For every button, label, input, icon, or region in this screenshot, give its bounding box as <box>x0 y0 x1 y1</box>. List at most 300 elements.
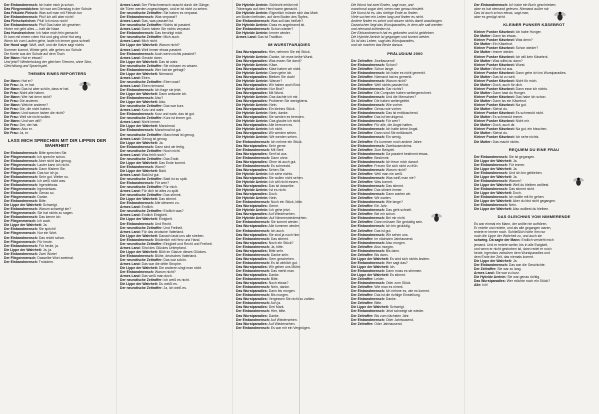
speaker-name: Der Einbandmensch: <box>120 201 154 206</box>
text-line: Das Wurstparadies: Gern geschehen. <box>236 256 295 261</box>
speaker-name: Die Hybride Aerinin: <box>236 171 269 176</box>
speaker-name: Der Zeitraffer: <box>351 252 374 257</box>
text-line: Der Zeitraffer: Bis dann. <box>351 252 389 257</box>
speaker-name: Der Einbandmensch: <box>351 111 385 116</box>
speaker-name: Armes Land: <box>120 136 141 141</box>
text-line: Das Wurstparadies: Drei Mark. <box>236 305 285 310</box>
speaker-name: Der Einbandmensch: <box>236 147 270 152</box>
speaker-name: Der neurotische Zeitraffer: <box>120 278 163 283</box>
text-line: Der Einbandmensch: Ja, bitte. <box>236 244 284 249</box>
speaker-name: Das Wurstparadies: <box>236 131 268 136</box>
speaker-name: Armes Land: <box>120 47 141 52</box>
speaker-name: Der Einbandmensch: <box>351 208 385 213</box>
speaker-name: Der Zeitraffer: <box>351 90 374 95</box>
speaker-name: Die Lippe der Wahrheit: <box>474 182 512 187</box>
text-line: Armes Land: Eben. <box>120 75 151 80</box>
speaker-name: Der Zeitraffer: <box>351 236 374 241</box>
speaker-name: Der Einbandmensch: <box>4 191 38 196</box>
text-line: Die Hybride Aerinin: Käse. <box>236 62 279 67</box>
text-line: Der Fliegenmensch: Danke. <box>4 195 49 200</box>
text-line: Die Lippe der Wahrheit: Das ist wahr. <box>120 59 179 64</box>
text-column-5 <box>474 3 594 411</box>
speaker-name: Der neurotische Zeitraffer: <box>120 209 163 214</box>
text-line: Der Einbandmensch: Und Recht. <box>120 221 172 226</box>
speaker-name: Kleiner Punker Käsebrot: <box>474 135 515 140</box>
speaker-name: Armes Land: <box>120 120 141 125</box>
text-line: Hinter mir geht alles — halt die Nase <box>4 27 60 32</box>
text-line: Die Lippe der Wahrheit: Ich. <box>351 264 396 269</box>
fly-icon <box>553 10 567 22</box>
speaker-name: Die Lippe der Wahrheit: <box>4 223 42 228</box>
text-line: Der Einbandmensch: Das kenne ich. <box>4 215 62 220</box>
speaker-name: Kleiner Punker Käsebrot: <box>474 54 515 59</box>
text-line: Die Hybride Aerinin: Schlecht erhitzt mit <box>236 3 299 7</box>
text-line: Der Mann: Welche anderen? <box>4 103 49 108</box>
speaker-name: Der Einbandmensch: <box>474 154 508 159</box>
text-line: Armes Land: Weil immer etwas passiert. <box>120 47 183 52</box>
text-line: Die Lippe der Wahrheit: Das Ende kommt. <box>120 160 186 165</box>
text-line: Der Einbandmensch: Sie kommt wieder. <box>236 220 299 225</box>
text-line: Der Fliegenmensch: Sie hat nichts zu sagen. <box>4 211 74 216</box>
speaker-name: Armes Land: <box>120 3 141 7</box>
text-line: Die Lippe der Wahrheit: Es stimmt. <box>351 273 406 278</box>
text-line: die Türen werden zugeschlagen, und er ist nicht zu sehen. <box>120 7 208 12</box>
speaker-name: Der Einbandmensch: <box>236 200 270 205</box>
text-line: Der Einbandmensch: Aber nicht laut genug. <box>4 158 72 163</box>
speaker-name: Der Einbandmensch: <box>351 70 385 75</box>
text-line: Der Zeitraffer: Wie man es nimmt. <box>351 285 404 290</box>
text-line: Das Wurstparadies: Was essen Sie dann? <box>236 58 302 63</box>
text-line: Das Wurstparadies: Danke. <box>236 273 280 278</box>
text-line: Der Zeitraffer: Ein Jahr. <box>351 204 388 209</box>
text-line: Der Zeitraffer: Das stimmt immer. <box>351 188 403 193</box>
text-line: Der Fliegenmensch: Für heute. <box>4 239 53 244</box>
text-line: Der Einbandmensch: Pfui! Ich will aber nicht! <box>4 15 74 20</box>
text-line: Der Zeitraffer: Für alle, die Angst hatten. <box>351 123 413 128</box>
speaker-name: Der Einbandmensch: <box>4 227 38 232</box>
text-line: Der Zeitraffer: Niemand hat es gemerkt. <box>351 74 413 79</box>
speaker-name: Der Zeitraffer: <box>351 171 374 176</box>
speaker-name: Der Einbandmensch: <box>236 285 270 290</box>
text-line: Der Einbandmensch: Ein wenig. <box>351 135 402 140</box>
speaker-name: Die Hybride Aerinin: <box>236 135 269 140</box>
speaker-name: Kleiner Punker Käsebrot: <box>474 111 515 116</box>
speaker-name: Der Einbandmensch: <box>236 220 270 225</box>
text-line: Der neurotische Zeitraffer: Noch nicht. <box>120 148 181 153</box>
text-line: Das Wurstparadies: Sie werden es bereuen. <box>236 115 305 120</box>
text-line: Das Wurstparadies: Hier, nehmen Sie ein Stück. <box>236 50 311 55</box>
text-line: Der Einbandmensch: Warum nicht? <box>351 167 407 172</box>
text-line: Die Hybride Aerinin: Nein. <box>236 103 278 108</box>
text-line: Die Mutter: Doch, auch für dich. <box>474 82 523 87</box>
text-line: Die Lippe der Wahrheit: Bald. <box>120 168 167 173</box>
speaker-name: Der Einbandmensch: <box>351 260 385 265</box>
text-line: Der Einbandmensch: Ich habe es nicht gemerkt. <box>351 70 426 75</box>
text-line: Das Wurstparadies: Noch etwas? <box>236 281 289 286</box>
text-line: Der neurotische Zeitraffer: Nichts ist passiert. <box>120 23 192 28</box>
speaker-name: Der Zeitraffer: <box>351 99 374 104</box>
dialogue-block <box>4 3 110 60</box>
text-line: Der Einbandmensch: Dann flüstern Sie. <box>4 166 66 171</box>
speaker-name: Der Einbandmensch: <box>120 164 154 169</box>
intro-paragraph <box>474 3 594 19</box>
text-line: Armes Land: Bald ist gut. <box>120 172 160 177</box>
text-line: Kleiner Punker Käsebrot: Das habe ich schon. <box>474 94 547 99</box>
speaker-name: Der neurotische Zeitraffer: <box>120 156 163 161</box>
text-line: Der Einbandmensch: Das ist enttäuschend. <box>351 111 419 116</box>
speaker-name: Der Zeitraffer: <box>474 266 497 271</box>
section-heading: IM WURSTPARADIES <box>267 42 311 48</box>
text-line: Der Einbandmensch: Es ist wirklich gut. <box>236 260 298 265</box>
speaker-name: Die Hybride Aerinin: <box>236 86 269 91</box>
text-line: Der Zeitraffer: Das ist die richtige Einstellung. <box>351 293 421 298</box>
speaker-name: Das Wurstparadies: <box>236 321 268 326</box>
text-line: Die Lippe der Wahrheit: Schweigt. <box>351 305 405 310</box>
text-line: Das Wurstparadies: Vergessen Sie nicht zu zahlen. <box>236 297 316 302</box>
text-line: Armes Land: Genug ist genug. <box>120 136 168 141</box>
text-line: Der Zeitraffer: Zweitausend! <box>351 58 395 63</box>
speaker-name: Das Wurstparadies: <box>236 175 268 180</box>
text-line: Die Knete aus der Schule auf dem Tisch <box>4 51 65 56</box>
speaker-name: Kleiner Punker Käsebrot: <box>474 103 515 108</box>
speaker-name: Kleiner Punker Käsebrot: <box>474 127 515 132</box>
speaker-name: Der Einbandmensch: <box>474 178 508 183</box>
text-line: Die Kunst ist es, das richtige Ende zu finden. <box>351 11 419 16</box>
text-line: Armes Land: Was fehlt noch? <box>120 152 166 157</box>
speaker-name: Das Fleischzeichen: <box>4 19 37 24</box>
speaker-name: Der Zeitraffer: <box>351 147 374 152</box>
text-line: Die Mutter: Das macht nichts. <box>474 139 520 144</box>
speaker-name: Der Zeitraffer: <box>351 74 374 79</box>
speaker-name: Der Einbandmensch: <box>120 221 154 226</box>
text-line: Der Zeitraffer: Bestimmt. <box>351 155 390 160</box>
section-heading: DAS GLEICHNIS VOM NIMMERENDE <box>497 214 571 220</box>
text-line: Der Einbandmensch: Bitte. <box>4 199 47 204</box>
text-line: Das Wurstparadies: Wir haben auch Brot. <box>236 82 301 87</box>
text-line: Der Zeitraffer: Die haben weitergelebt. <box>351 99 410 104</box>
speaker-name: Die Mutter: <box>474 42 492 47</box>
speaker-name: Der Einbandmensch: <box>120 15 154 20</box>
speaker-name: Der Einbandmensch: <box>351 151 385 156</box>
text-line: Die Hybride Aerinin: Ich will nicht essen. <box>236 179 299 184</box>
text-line: Kleiner Punker Käsebrot: Nicht für mich. <box>474 78 538 83</box>
text-line: Das ist auch schon etwas, sagt man, <box>474 11 530 16</box>
speaker-name: Die Hybride Aerinin: <box>236 11 269 16</box>
speaker-name: Der Einbandmensch: <box>474 195 508 200</box>
speaker-name: Die Frau: <box>4 99 19 104</box>
speaker-name: Die Hybride Aerinin: <box>236 119 269 124</box>
speaker-name: Der Einbandmensch: <box>120 87 154 92</box>
text-line: Der Einbandmensch: Das reicht schon. <box>4 235 66 240</box>
speaker-name: Die Hybride Aerinin: <box>236 111 269 116</box>
text-line: Der Zeitraffer: Schon lange. <box>351 66 395 71</box>
speaker-name: Der Mann: <box>4 111 21 116</box>
speaker-name: Der Einbandmensch: <box>351 269 385 273</box>
text-line: Der Einbandmensch: Da passiert bestimmt etwas. <box>351 151 429 156</box>
text-line: Das Wurstparadies: Dann bis morgen. <box>236 289 296 294</box>
text-line: Die Frau: Ja, er hat. <box>4 82 35 87</box>
text-line: Die Hybride Aerinin: Ich nicht. <box>236 127 283 132</box>
text-line: Das Wurstparadies: Sehr gerne. <box>236 143 287 148</box>
speaker-name: Der Einbandmensch: <box>236 27 270 32</box>
speaker-name: Der Einbandmensch: <box>351 135 385 140</box>
text-line: Armes Land: Sind des Glückes Unterpfand. <box>120 245 187 250</box>
speaker-name: Der Fliegenmensch: <box>4 219 37 224</box>
text-line: Der Einbandmensch: Das beruhigt mich. <box>120 31 184 36</box>
text-line: Kleiner Punker Käsebrot: Dann esse ich nichts. <box>474 86 548 91</box>
section-heading: PRÄLUDIUM 2000 <box>387 50 423 56</box>
speaker-name: Die Hybride Aerinin: <box>236 188 269 193</box>
speaker-name: Der Einbandmensch: <box>351 216 385 221</box>
speaker-name: Armes Land: <box>236 35 257 40</box>
text-line: Der Einbandmensch: Zweitausendeins. <box>351 143 413 148</box>
speaker-name: Der Mann: <box>4 78 21 83</box>
text-line: Die Hybride Aerinin: Wir werden sehen. <box>236 135 298 140</box>
text-line: noch die Lippe der Wahrheit zu, und auch sie <box>474 234 542 239</box>
speaker-name: Der Einbandmensch: <box>4 158 38 163</box>
text-line: Der Mann: Und warum haben die nicht? <box>4 111 65 116</box>
text-line: Die Hybride Aerinin: Nein. <box>236 196 278 201</box>
fly-icon <box>572 176 585 187</box>
text-line: Der Einbandmensch: Auf Wiedersehen. <box>236 317 298 322</box>
speaker-name: Die Hybride Aerinin: <box>236 23 269 28</box>
text-line: Die Hybride Aerinin: Sie war genau richtig. <box>474 274 541 279</box>
text-line: Der Einbandmensch: Bis morgen. <box>236 293 289 298</box>
speaker-name: Armes Land: <box>120 19 141 24</box>
speaker-name: Der Zeitraffer: <box>351 196 374 201</box>
text-line: Das Wurstparadies: Bitte sehr. <box>236 248 284 253</box>
speaker-name: Der Einbandmensch: <box>351 289 385 294</box>
speaker-name: Der Einbandmensch: <box>236 155 270 160</box>
speaker-name: Der Einbandmensch: <box>351 94 385 99</box>
speaker-name: Kleiner Punker Käsebrot: <box>474 46 515 51</box>
text-line: Die Hybride Aerinin: Dass es angebrannt ist. <box>236 23 306 28</box>
text-line: Der Zeitraffer: Was kommt. <box>351 179 394 184</box>
speaker-name: Der Einbandmensch: <box>4 243 38 248</box>
speaker-name: Der Einbandmensch: <box>4 251 38 256</box>
speaker-name: Das Wurstparadies: <box>474 278 506 283</box>
text-line: Der Zeitraffer: Also morgen. <box>351 244 395 249</box>
text-line: Der Einbandmensch: Sehr gut. Weiter so. <box>4 174 69 179</box>
text-line: Armes Land: Das, was passiert ist. <box>120 19 174 24</box>
speaker-name: Der Einbandmensch: <box>351 167 385 172</box>
dialogue-block <box>236 50 342 329</box>
text-line: Die Mutter: Doch, auch dir. <box>474 123 516 128</box>
text-line: Der Einbandmensch: Wie lange? <box>351 200 403 205</box>
speaker-name: Der Einbandmensch: <box>351 184 385 189</box>
text-line: Die Mutter: Dann iss ein Käsebrot. <box>474 99 527 104</box>
speaker-name: Der Einbandmensch: <box>351 103 385 108</box>
text-line: Der Einbandmensch: Zwei Worte! <box>4 251 57 256</box>
speaker-name: Armes Land: <box>120 39 141 44</box>
speaker-name: Der Einbandmensch: <box>236 325 270 330</box>
text-line: Der neurotische Zeitraffer: Manchmal ist genug. <box>120 132 195 137</box>
speaker-name: Die Mutter: <box>474 58 492 63</box>
text-line: Die Lippe der Wahrheit: Die anderen singt man nicht. <box>120 266 203 271</box>
speaker-name: Der Einbandmensch: <box>4 23 38 28</box>
text-line: Armes Land: Kurz und wahr. <box>120 108 165 113</box>
text-line: Der Einbandmensch: Für heute, ja. <box>4 243 59 248</box>
speaker-name: Der Einbandmensch: <box>351 192 385 197</box>
speaker-name: Armes Land: <box>120 108 141 113</box>
text-line: Armes Land: Mich nicht. <box>120 39 158 44</box>
text-line: Der Einbandmensch: Danke sehr. <box>236 252 289 257</box>
text-line: Der Einbandmensch: Hier, bitte. <box>236 309 287 314</box>
text-line: Das Wurstparadies: Danke. <box>236 313 280 318</box>
speaker-name: Der neurotische Zeitraffer: <box>120 79 163 84</box>
speaker-name: Die Mutter: <box>474 82 492 87</box>
text-line: Der Einbandmensch: Pfui! Das habe ich gesehen <box>4 23 81 28</box>
speaker-name: Der Mann: <box>4 94 21 99</box>
speaker-name: Die Lippe der Wahrheit: <box>474 207 512 212</box>
speaker-name: Die Hybride Aerinin: <box>236 216 269 221</box>
speaker-name: Der Einbandmensch: <box>351 200 385 205</box>
speaker-name: Die Mutter: <box>474 50 492 55</box>
speaker-name: Das Wurstparadies: <box>236 204 268 209</box>
speaker-name: Die Lippe der Wahrheit: <box>120 217 158 222</box>
text-line: Alle: Ich! <box>474 283 488 287</box>
text-line: Der Einbandmensch: Ich wollte mit ihr gehen. <box>474 195 545 200</box>
speaker-name: Der Einbandmensch: <box>474 262 508 267</box>
text-line: Der Einbandmensch: Das war die Geschichte. <box>474 262 546 267</box>
text-line: Das Wurstparadies: Alle kommen wieder. <box>236 224 300 229</box>
text-line: Die Lippe der Wahrheit: Ja, ja. <box>4 247 52 252</box>
speaker-name: Armes Land: <box>120 152 141 157</box>
speaker-name: Der Fliegenmensch: <box>4 186 37 191</box>
text-line: Das Wurstparadies: Probieren Sie wenigstens. <box>236 99 309 104</box>
text-line: Armes Land: Nicht immer. <box>120 120 161 125</box>
text-line: Der neurotische Zeitraffer: Mich auch. <box>120 35 180 40</box>
speaker-name: Der Einbandmensch: <box>4 166 38 171</box>
text-line: Der Einbandmensch: Für immer. <box>474 162 526 167</box>
speaker-name: Die Hybride Aerinin: <box>236 179 269 184</box>
text-line: Armes Land: Für das deutsche Vaterland. <box>120 229 185 234</box>
text-line: Der Einbandmensch: Also morgen. <box>351 240 406 245</box>
speaker-name: Die Lippe der Wahrheit: <box>120 59 158 64</box>
text-line: Der Einbandmensch: Oder zum Glück. <box>351 281 412 286</box>
speaker-name: Die Lippe der Wahrheit: <box>351 264 389 269</box>
text-line: Der Einbandmensch: Dann muss es stimmen. <box>351 269 423 273</box>
speaker-name: Die Lippe der Wahrheit: <box>4 203 42 208</box>
speaker-name: Die Hybride Aerinin: <box>236 208 269 213</box>
text-line: Andere finden es sofort und wissen nichts damit anzufangen. <box>351 19 443 24</box>
text-line: Der Zeitraffer: Wir warten. <box>351 196 392 201</box>
text-line: Armes Land: Gerade dann. <box>120 55 163 60</box>
section-heading: LASS MICH SPRECHEN MIT DIR LIPPEN DER WAHRHEIT <box>7 138 107 148</box>
fly-icon <box>78 80 92 92</box>
speaker-name: Der Einbandmensch: <box>351 224 385 229</box>
text-line: Der Einbandmensch: Bitte sprechen Sie. <box>4 150 68 155</box>
speaker-name: Kleiner Punker Käsebrot: <box>474 62 515 67</box>
text-line: Die Lippe der Wahrheit: Ja. <box>474 158 518 163</box>
text-line: Das Fliegenmädchen: Ich war am Dienstag in der Schule <box>4 7 92 12</box>
text-line: Der Mann: Wer hat denn nicht? <box>4 94 52 99</box>
speaker-name: Die Frau: <box>4 82 19 87</box>
text-line: Die Mutter: Ein Käsebrot. <box>474 42 514 47</box>
speaker-name: Die Lippe der Wahrheit: <box>351 305 389 310</box>
speaker-name: Die Lippe der Wahrheit: <box>120 249 158 254</box>
speaker-name: Kleiner Punker Käsebrot: <box>474 94 515 99</box>
text-line: Kleiner Punker Käsebrot: Schon wieder? <box>474 46 539 51</box>
speaker-name: Armes Land: <box>120 189 141 194</box>
speaker-name: Der Einbandmensch: <box>236 309 270 314</box>
text-line: Der Einbandmensch: Für wen? <box>351 119 400 124</box>
text-line: Der Einbandmensch: Warum? <box>474 178 522 183</box>
text-line: Das Fräulein Fleisch: Was soll man mit Fleisch tun <box>4 11 83 16</box>
text-line: Der Einbandmensch: Es war mir ein Vergnügen. <box>236 325 311 330</box>
speaker-name: Das Wurstparadies: <box>236 192 268 197</box>
text-line: Die Lippe der Wahrheit: Schweigt. <box>4 203 58 208</box>
text-line: Der neurotische Zeitraffer: Und Freiheit. <box>120 225 183 230</box>
text-line: Der Einbandmensch: Und ich bin geblieben. <box>474 170 543 175</box>
text-line: Der Einbandmensch: Mit Senf. <box>236 147 285 152</box>
text-line: Der Einbandmensch: Irgendetwas. <box>4 182 59 187</box>
speaker-name: Der Zeitraffer: <box>351 204 374 209</box>
speaker-name: Die Lippe der Wahrheit: <box>120 100 158 105</box>
speaker-name: Der Fliegenmensch: <box>4 211 37 216</box>
speaker-name: Der Einbandmensch: <box>236 317 270 322</box>
text-line: Der Einbandmensch: Wer sagt das? <box>351 260 408 265</box>
text-column-3 <box>236 3 342 411</box>
speaker-name: Armes Land: <box>120 83 141 88</box>
speaker-name: Der Zeitraffer: <box>351 179 374 184</box>
text-line: Der Zeitraffer: Weil nichts passiert ist. <box>351 82 409 87</box>
speaker-name: Der Einbandmensch: <box>4 182 38 187</box>
text-line: Der Zeitraffer: Dann sind Sie enttäuscht. <box>351 131 414 136</box>
speaker-name: Die Lippe der Wahrheit: <box>120 140 158 145</box>
text-line: Der Zeitraffer: Bis zum nächsten Jahr. <box>351 313 410 318</box>
speaker-name: Der Zeitraffer: <box>351 277 374 282</box>
text-line: Der neurotische Zeitraffer: Endlich was? <box>120 209 184 214</box>
speaker-name: Der Einbandmensch: <box>351 119 385 124</box>
text-line: Der neurotische Zeitraffer: Das stimmt. <box>120 193 182 198</box>
speaker-name: Die Lippe der Wahrheit: <box>120 124 158 129</box>
speaker-name: Der Zeitraffer: <box>351 220 374 225</box>
text-line: Der Einbandmensch: Dann warten wir. <box>351 192 412 197</box>
text-line: Der Zeitraffer: Im nächsten Jahrtausend. <box>351 236 414 241</box>
text-line: Das Wurstparadies: Das ist dasselbe. <box>236 184 295 189</box>
speaker-name: Der Einbandmensch: <box>351 86 385 91</box>
text-line: Der Einbandmensch: Kurz und wahr, das ist gut. <box>120 112 195 117</box>
section-heading: KLEINER PUNKER KÄSEBROT <box>503 22 565 28</box>
text-line: Der Fliegenmensch: Ich spreche schon. <box>4 154 66 159</box>
speaker-name: Der Einbandmensch: <box>120 128 154 133</box>
text-line: Die Lippe der Wahrheit: Einigkeit. <box>120 217 173 222</box>
speaker-name: Der Zeitraffer: <box>351 155 374 160</box>
dialogue-block <box>351 59 459 326</box>
speaker-name: Der Fliegenmensch: <box>4 154 37 159</box>
text-line: Der Einbandmensch: Ich habe mich ja schon <box>4 3 74 7</box>
speaker-name: Das Wurstparadies: <box>236 74 268 79</box>
speaker-name: Der Zeitraffer: <box>351 107 374 112</box>
speaker-name: Die Frau: <box>4 90 19 95</box>
dialogue-block <box>474 30 594 143</box>
text-line: Der Zeitraffer: Bitte. <box>351 301 383 306</box>
text-line: Kleiner Punker Käsebrot: Ich sehe nichts. <box>474 135 540 140</box>
text-line: Die Mutter: Dann iss etwas. <box>474 34 517 39</box>
speaker-name: Die Hybride Aerinin: <box>236 54 269 59</box>
speaker-name: Der Einbandmensch: <box>4 174 38 179</box>
text-line: Das Wurstparadies: Käse haben wir nicht. <box>236 66 302 71</box>
intro-paragraph <box>351 3 459 48</box>
speaker-name: Der Fliegenmensch: <box>4 195 37 200</box>
speaker-name: Armes Land: <box>120 262 141 266</box>
dialogue-block <box>120 3 226 290</box>
text-line: Armes Land: Für dich ist alles zu spät. <box>120 189 179 194</box>
speaker-name: Der neurotische Zeitraffer: <box>120 185 163 190</box>
speaker-name: Der Einbandmensch: <box>236 269 270 273</box>
speaker-name: Das Wurstparadies: <box>236 224 268 229</box>
